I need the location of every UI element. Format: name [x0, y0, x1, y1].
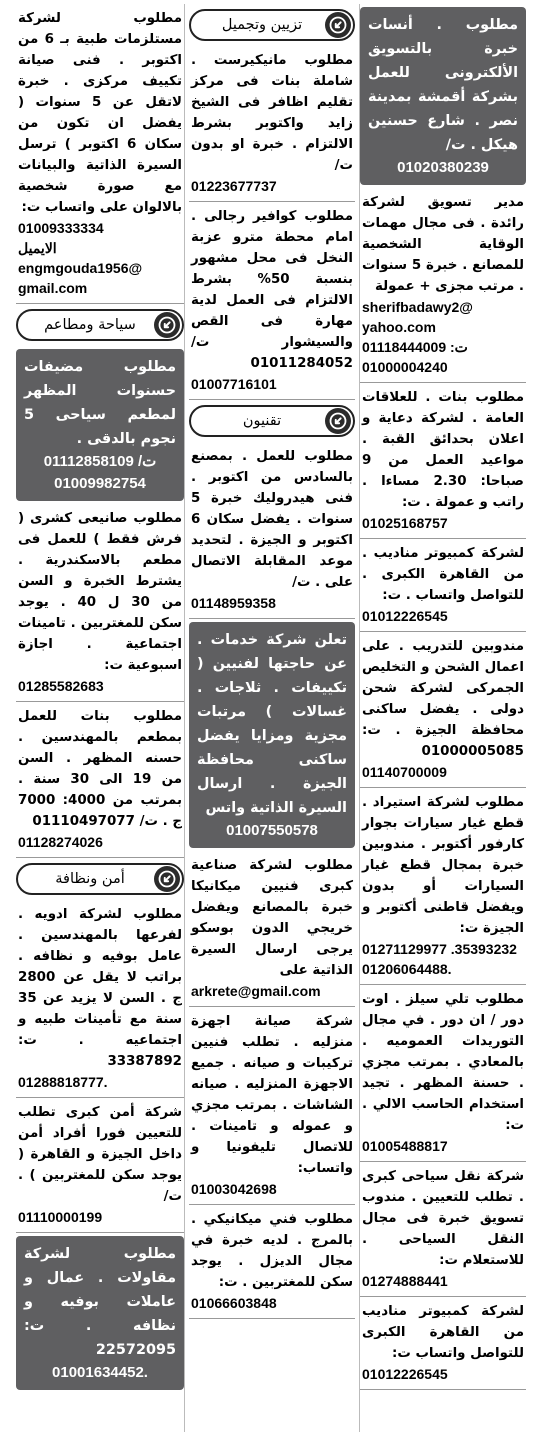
classified-ad — [16, 1098, 184, 1233]
classified-ad — [16, 702, 184, 858]
ad-contact: sherifbadawy2@ — [362, 299, 473, 315]
classified-ad — [16, 900, 184, 1098]
ad-contact: 01148959358 — [191, 595, 276, 611]
ad-contact: 01020380239 — [397, 159, 489, 176]
arrow-circle-icon — [325, 12, 351, 38]
ad-contact: yahoo.com — [362, 319, 436, 335]
ad-contact: 01003042698 — [191, 1181, 277, 1197]
ad-contact: gmail.com — [18, 280, 88, 296]
arrow-circle-icon — [154, 866, 180, 892]
section-header — [16, 309, 184, 341]
ad-text: مطلوب للعمل . بمصنع بالسادس من اكتوبر . فنى هيدروليك خبرة 5 سنوات . يفضل سكان 6 اكتوبر و الجيزة . لتحديد موعد المقابلة الاتصال على . ت/ — [191, 449, 353, 590]
classified-ad — [16, 504, 184, 702]
section-header — [16, 863, 184, 895]
classified-ad — [360, 539, 526, 632]
ad-text: لشركة كمبيوتر مناديب من القاهرة الكبرى للتواصل واتساب ت: — [362, 1304, 524, 1361]
ad-contact: 01066603848 — [191, 1295, 277, 1311]
column-middle — [184, 4, 360, 1432]
ad-text: مطلوب لشركة استيراد . قطع غيار سيارات بجوار كارفور أكتوبر . مندوبين خبرة بمجال قطع غيار السيارات أو بدون ويفضل قاطنى أكتوبر و الجيزة ت: — [362, 795, 524, 936]
ad-text: مطلوب . أنسات خبرة بالتسويق الألكترونى للعمل بشركة أقمشة بمدينة نصر . شارع حسنين هيكل . ت/ — [368, 17, 518, 153]
highlighted-ad — [16, 1236, 184, 1390]
classified-ad — [360, 1297, 526, 1390]
ad-contact: 01140700009 — [362, 764, 447, 780]
column-left — [12, 4, 184, 1432]
section-header — [189, 9, 355, 41]
ad-contact: 01223677737 — [191, 178, 277, 194]
ad-text: مطلوب بنات . للعلاقات العامة . لشركة دعاية و اعلان بحدائق القبة . مواعيد العمل من 9 صباحا: 2.30 مساءا . راتب و عمولة . ت: — [362, 390, 524, 510]
ad-contact: arkrete@gmail.com — [191, 983, 321, 999]
classified-ad — [189, 442, 355, 619]
ad-contact: 01009333334 — [18, 220, 104, 236]
ad-contact: 01001634452. — [52, 1364, 148, 1381]
highlighted-ad — [16, 349, 184, 501]
classified-ad — [189, 851, 355, 1007]
ad-contact: 01128274026 — [18, 834, 103, 850]
ad-text: مطلوب تلي سيلز . اوت دور / ان دور . في مجال التوريدات العموميه . بالمعادي . بمرتب مجزي . حسنة المظهر . تجيد استخدام الحاسب الالي . ت: — [362, 992, 524, 1133]
classified-ad — [360, 383, 526, 539]
ad-text: مطلوب لشركة مستلزمات طبية بـ 6 من اكتوبر . فنى صيانة تكييف مركزى . خبرة لاتقل عن 5 سنوات ( يفضل ان تكون من سكان 6 اكتوبر ) ترسل السيرة الذاتية والبيانات مع صورة شخصية بالالوان على واتساب ت: — [18, 11, 183, 215]
column-right — [360, 4, 530, 1432]
highlighted-ad — [189, 622, 355, 848]
ad-contact: 01005488817 — [362, 1138, 448, 1154]
ad-contact: 01012226545 — [362, 608, 448, 624]
ad-contact: 01000004240 — [362, 359, 448, 375]
ad-text: مطلوب لشركة مقاولات . عمال و عاملات بوفيه و نظافه . ت: 22572095 — [24, 1246, 176, 1358]
classified-ad — [360, 1162, 526, 1297]
ad-text: مطلوب كوافير رجالى . امام محطة مترو عزبة النخل فى محل مشهور بنسبة 50% بشرط الالتزام فى العمل لدية مهارة فى القص والسيشوار ت/ 01011284052 — [191, 209, 353, 371]
classified-ad — [189, 46, 355, 202]
ad-contact: 01271129977 .35393232 — [362, 941, 517, 957]
section-title: تزيين وتجميل — [221, 17, 303, 33]
ad-contact: الايميل — [18, 240, 57, 256]
ad-contact: 01274888441 — [362, 1273, 448, 1289]
ad-contact: 01012226545 — [362, 1366, 448, 1382]
ad-contact: 01288818777. — [18, 1074, 108, 1090]
classified-ad — [360, 188, 526, 383]
ad-contact: 01007550578 — [226, 822, 318, 839]
ad-text: مندوبين للتدريب . على اعمال الشحن و التخليص الجمركى لشركة شحن دولى . يفضل ساكنى محافظة الجيزة . ت: 01000005085 — [362, 639, 524, 759]
ad-text: مطلوب بنات للعمل بمطعم بالمهندسين . حسنه المظهر . السن من 19 الى 30 سنة . بمرتب من 4000: 7000 ج . ت/ 01110497077 — [18, 709, 182, 829]
ad-contact: 01206064488. — [362, 961, 452, 977]
highlighted-ad — [360, 7, 526, 185]
section-header — [189, 405, 355, 437]
classified-ad — [360, 788, 526, 985]
ad-text: مدير تسويق لشركة رائدة . فى مجال مهمات الوقاية الشخصية للمصانع . خبرة 5 سنوات . مرتب مجزى + عمولة — [362, 195, 524, 294]
ad-text: مطلوب صانيعى كشرى ( فرش فقط ) للعمل فى مطعم بالاسكندرية . يشترط الخبرة و السن من 30 ل 40 . يوجد سكن للمغتربين . تامينات اجتماعية . اجازة اسبوعية ت: — [18, 511, 182, 673]
classified-ad — [189, 1205, 355, 1319]
arrow-circle-icon — [325, 408, 351, 434]
ad-text: مطلوب مضيفات حسنوات المظهر لمطعم سياحى 5 نجوم بالدقى . — [24, 359, 176, 447]
ad-text: شركة أمن كبرى تطلب للتعيين فورا أفراد أمن داخل الجيزة و القاهرة ( يوجد سكن للمغتربين ) . ت/ — [18, 1105, 182, 1204]
ad-text: مطلوب لشركة ادويه . لفرعها بالمهندسين . عامل بوفيه و نظافه . براتب لا يقل عن 2800 ج . السن لا يزيد عن 35 سنة مع تأمينات طبيه و اجتماعيه . ت: 33387892 — [18, 907, 182, 1069]
ad-text: تعلن شركة خدمات . عن حاجتها لفنيين ( تكييفات . ثلاجات . غسالات ) مرتبات مجزية ومزايا يفضل ساكنى محافظة الجيزة . ارسال السيرة الذاتية واتس — [197, 632, 347, 816]
ad-contact: 01007716101 — [191, 376, 277, 392]
section-title: سياحة ومطاعم — [44, 317, 136, 333]
ad-contact: engmgouda1956@ — [18, 260, 143, 276]
ad-text: شركة صيانة اجهزة منزليه . تطلب فنيين تركيبات و صيانه . جميع الاجهزة المنزليه . صيانه الشاشات . بمرتب مجزي و عموله و تامينات . للاتصال تليفونيا و واتساب: — [191, 1014, 353, 1176]
ad-text: مطلوب مانيكيرست . شاملة بنات فى مركز تقليم اظافر فى الشيخ زايد واكتوبر بشرط الالتزام . خبرة او بدون ت/ — [191, 53, 353, 173]
classified-ad — [189, 1007, 355, 1205]
ad-text: مطلوب لشركة صناعية كبرى فنيين ميكانيكا خبرة بالمصانع ويفضل خريجي الدون بوسكو يرجى ارسال السيرة الذاتية على — [191, 858, 353, 978]
ad-contact: 01285582683 — [18, 678, 104, 694]
arrow-circle-icon — [154, 312, 180, 338]
ad-contact: 01110000199 — [18, 1209, 103, 1225]
ad-contact: 01009982754 — [54, 475, 146, 492]
ad-text: لشركة كمبيوتر مناديب . من القاهرة الكبرى . للتواصل واتساب . ت: — [362, 546, 524, 603]
ad-contact: ت/ 01112858109 — [43, 453, 157, 470]
ad-contact: 01025168757 — [362, 515, 448, 531]
classified-ad — [360, 985, 526, 1162]
section-title: أمن ونظافة — [55, 871, 125, 887]
classified-ad — [360, 632, 526, 788]
classified-ad — [189, 202, 355, 400]
ad-text: مطلوب فني ميكانيكي . بالمرج . لديه خبرة في مجال الديزل . يوجد سكن للمغتربين . ت: — [191, 1212, 353, 1290]
classified-ad — [16, 4, 184, 304]
ad-text: شركة نقل سياحى كبرى . تطلب للتعيين . مندوب تسويق خبرة فى مجال النقل السياحى . للاستعلام ت: — [362, 1169, 524, 1268]
ad-contact: ت: 01118444009 — [362, 339, 468, 355]
section-title: تقنيون — [242, 413, 282, 429]
